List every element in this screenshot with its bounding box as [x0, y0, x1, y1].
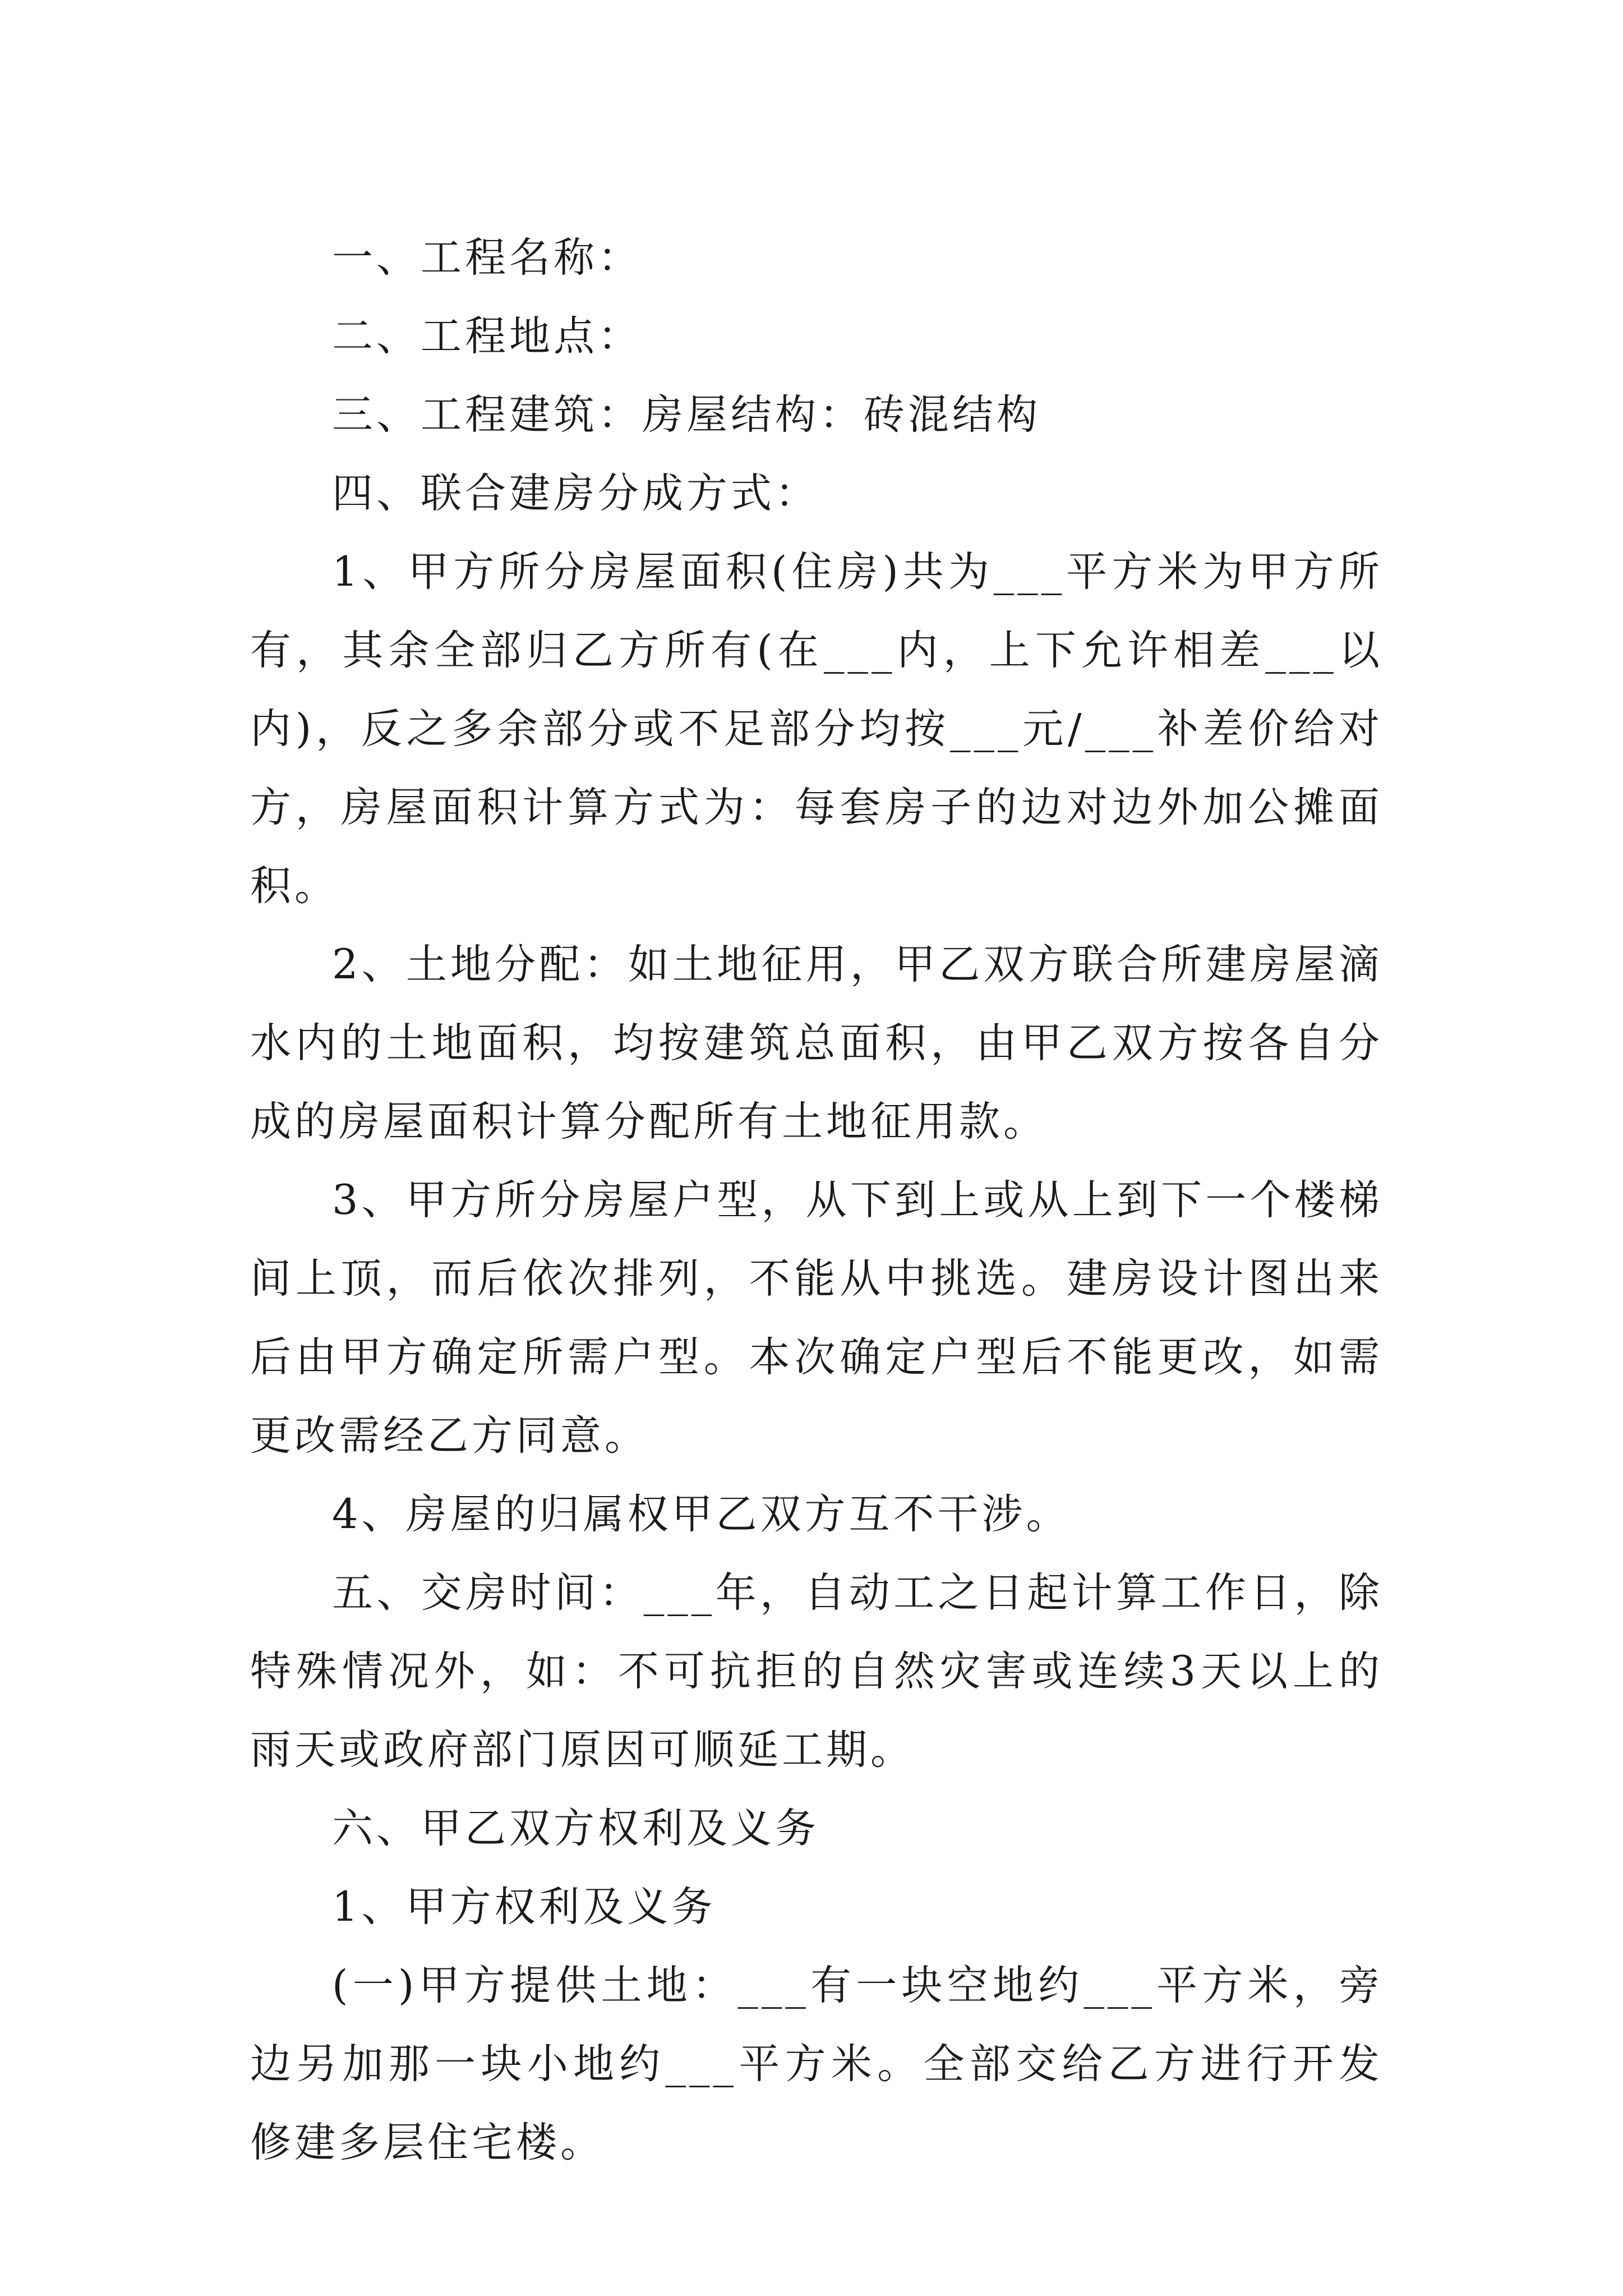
- section-handover-time: 五、交房时间：___年，自动工之日起计算工作日，除特殊情况外，如：不可抗拒的自然灾害或连续3天以上的雨天或政府部门原因可顺延工期。: [250, 1569, 1383, 1774]
- document-body: [250, 219, 1383, 2182]
- clause-unit-layout: 3、甲方所分房屋户型，从下到上或从上到下一个楼梯间上顶，而后依次排列，不能从中挑选。建房设计图出来后由甲方确定所需户型。本次确定户型后不能更改，如需更改需经乙方同意。: [250, 1176, 1383, 1460]
- clause-land-provision: (一)甲方提供土地：___有一块空地约___平方米，旁边另加那一块小地约___平方米。全部交给乙方进行开发修建多层住宅楼。: [250, 1962, 1383, 2166]
- subsection-party-a-rights: 1、甲方权利及义务: [332, 1883, 716, 1931]
- section-building-structure: 三、工程建筑：房屋结构：砖混结构: [332, 391, 1041, 439]
- section-project-name: 一、工程名称：: [332, 234, 642, 282]
- section-rights-obligations: 六、甲乙双方权利及义务: [332, 1805, 819, 1852]
- clause-land-allocation: 2、土地分配：如土地征用，甲乙双方联合所建房屋滴水内的土地面积，均按建筑总面积，由甲乙双方按各自分成的房屋面积计算分配所有土地征用款。: [250, 941, 1383, 1145]
- clause-area-allocation: 1、甲方所分房屋面积(住房)共为___平方米为甲方所有，其余全部归乙方所有(在___内，上下允许相差___以内)，反之多余部分或不足部分均按___元/___补差价给对方，房屋面积计算方式为：每套房子的边对边外加公摊面积。: [250, 548, 1383, 910]
- clause-ownership: 4、房屋的归属权甲乙双方互不干涉。: [332, 1490, 1071, 1538]
- section-allocation-heading: 四、联合建房分成方式：: [332, 470, 819, 517]
- section-project-location: 二、工程地点：: [332, 312, 642, 360]
